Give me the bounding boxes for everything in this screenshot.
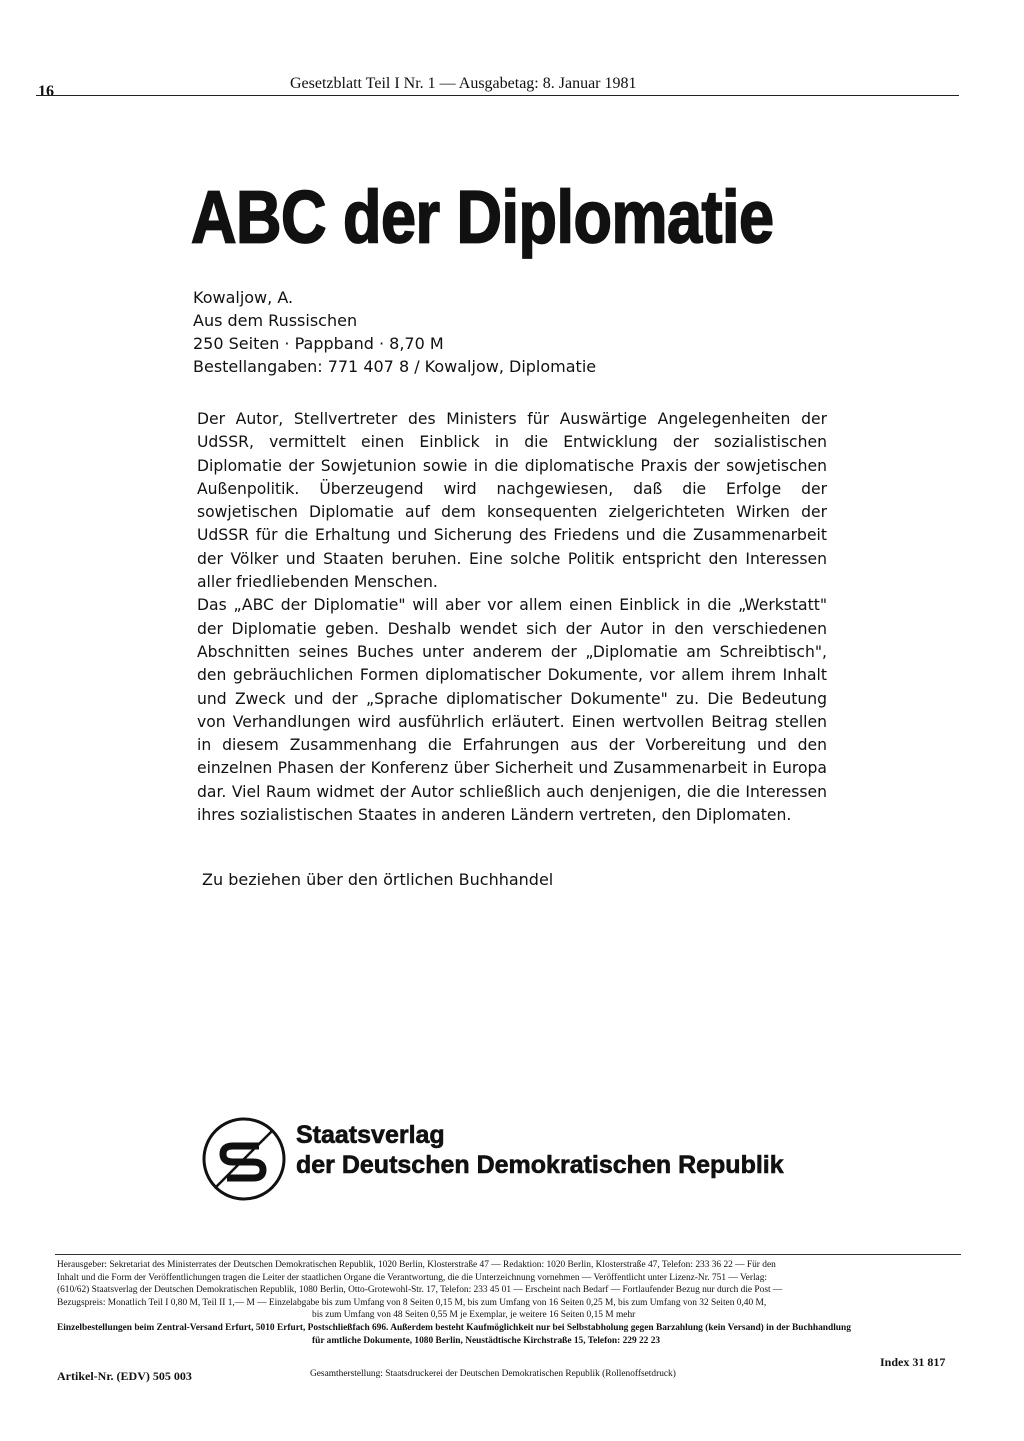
index-number: Index 31 817	[880, 1355, 946, 1369]
imprint-line: Inhalt und die Form der Veröffentlichungen tragen die Leiter der staatlichen Organe die Verantwortung, die die Unterzeichnung vornehmen — Veröffentlicht unter Lizenz-Nr. 751 — Verlag:	[57, 1272, 768, 1283]
staatsverlag-logo-icon	[201, 1116, 287, 1202]
bibliography	[193, 286, 596, 378]
advert-title: ABC der Diplomatie	[191, 176, 774, 259]
imprint-line: Herausgeber: Sekretariat des Ministerrates der Deutschen Demokratischen Republik, 1020 Berlin, Klosterstraße 47 — Redaktion: 1020 Berlin, Klosterstraße 47, Telefon: 233 36 22 — Für den	[57, 1260, 776, 1270]
bib-author: Kowaljow, A.	[193, 288, 294, 307]
imprint-line: (610/62) Staatsverlag der Deutschen Demokratischen Republik, 1080 Berlin, Otto-Grotewohl-Str. 17, Telefon: 233 45 01 — Erscheint nach Bedarf — Fortlaufender Bezug nur durch die Post —	[57, 1285, 783, 1296]
printer-info: Gesamtherstellung: Staatsdruckerei der Deutschen Demokratischen Republik (Rollenoffsetdruck)	[310, 1369, 676, 1379]
bib-translation: Aus dem Russischen	[193, 311, 358, 330]
page-number: 16	[38, 83, 54, 100]
running-header: Gesetzblatt Teil I Nr. 1 — Ausgabetag: 8. Januar 1981	[290, 75, 637, 92]
publisher-name-line-1: Staatsverlag	[296, 1121, 445, 1149]
article-number: Artikel-Nr. (EDV) 505 003	[57, 1369, 192, 1383]
body-paragraph-1: Der Autor, Stellvertreter des Ministers für Auswärtige Angelegenheiten der UdSSR, vermittelt einen Einblick in die Entwicklung der sozialistischen Diplomatie der Sowjetunion sowie in die diplomatische Praxis der sowjetischen Außenpolitik. Überzeugend wird nachgewiesen, daß die Erfolge der sowjetischen Diplomatie auf dem konsequenten zielgerichteten Wirken der UdSSR für die Erhaltung und Sicherung des Friedens und die Zusammenarbeit der Völker und Staaten beruhen. Eine solche Politik entspricht den Interessen aller friedliebenden Menschen.	[197, 410, 827, 592]
imprint-line: Einzelbestellungen beim Zentral-Versand Erfurt, 5010 Erfurt, Postschließfach 696. Außerdem besteht Kaufmöglichkeit nur bei Selbstabholung gegen Barzahlung (kein Versand) in der Buchhandlung	[57, 1322, 851, 1333]
imprint-line: Bezugspreis: Monatlich Teil I 0,80 M, Teil II 1,— M — Einzelabgabe bis zum Umfang von 8 Seiten 0,15 M, bis zum Umfang von 16 Seiten 0,25 M, bis zum Umfang von 32 Seiten 0,40 M,	[57, 1297, 767, 1308]
publisher-name-line-2: der Deutschen Demokratischen Republik	[296, 1151, 784, 1179]
imprint	[57, 1259, 982, 1347]
body-paragraph-2: Das „ABC der Diplomatie" will aber vor allem einen Einblick in die „Werkstatt" der Diplomatie geben. Deshalb wendet sich der Autor in den verschiedenen Abschnitten seines Buches unter anderem der „Diplomatie am Schreibtisch", den gebräuchlichen Formen diplomatischer Dokumente, vor allem ihrem Inhalt und Zweck und der „Sprache diplomatischer Dokumente" zu. Die Bedeutung von Verhandlungen wird ausführlich erläutert. Einen wertvollen Beitrag stellen in diesem Zusammenhang die Erfahrungen aus der Vorbereitung und den einzelnen Phasen der Konferenz über Sicherheit und Zusammenarbeit in Europa dar. Viel Raum widmet der Autor schließlich auch denjenigen, die die Interessen ihres sozialistischen Staates in anderen Ländern vertreten, den Diplomaten.	[197, 596, 827, 825]
advert-body	[197, 408, 827, 827]
availability-note: Zu beziehen über den örtlichen Buchhandel	[202, 870, 554, 889]
header-rule	[36, 95, 959, 96]
bib-order-info: Bestellangaben: 771 407 8 / Kowaljow, Diplomatie	[193, 357, 597, 376]
imprint-line: für amtliche Dokumente, 1080 Berlin, Neustädtische Kirchstraße 15, Telefon: 229 22 23	[312, 1335, 661, 1346]
imprint-line: bis zum Umfang von 48 Seiten 0,55 M je Exemplar, je weitere 16 Seiten 0,15 M mehr	[312, 1310, 636, 1321]
imprint-rule	[55, 1254, 961, 1255]
bib-format-price: 250 Seiten · Pappband · 8,70 M	[193, 334, 444, 353]
